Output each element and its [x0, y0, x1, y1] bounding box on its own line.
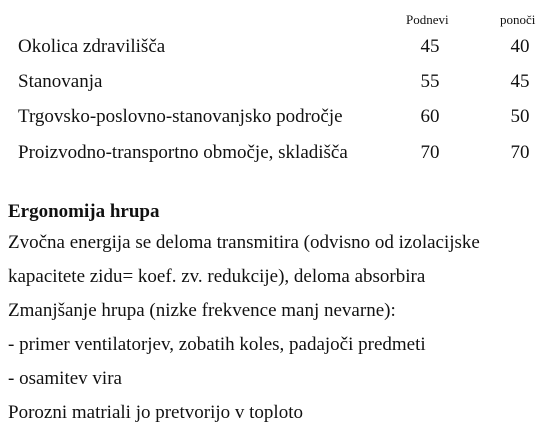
ergonomics-section [8, 198, 556, 430]
section-heading: Ergonomija hrupa [8, 201, 160, 222]
night-value: 70 [510, 142, 530, 163]
paragraph-line: Porozni matriali jo pretvorijo v toploto [8, 402, 303, 423]
night-value: 50 [510, 106, 530, 127]
column-header-day: Podnevi [406, 12, 449, 27]
table-row [0, 36, 560, 60]
night-value: 40 [510, 36, 530, 57]
paragraph-line: Zvočna energija se deloma transmitira (odvisno od izolacijske [8, 232, 480, 253]
paragraph-line: kapacitete zidu= koef. zv. redukcije), deloma absorbira [8, 266, 426, 287]
table-row [0, 71, 560, 95]
table-row [0, 106, 560, 130]
row-label: Trgovsko-poslovno-stanovanjsko področje [18, 106, 343, 127]
night-value: 45 [510, 71, 530, 92]
paragraph-line: Zmanjšanje hrupa (nizke frekvence manj nevarne): [8, 300, 396, 321]
row-label: Stanovanja [18, 71, 103, 92]
column-header-night: ponoči [500, 12, 536, 27]
day-value: 70 [420, 142, 440, 163]
day-value: 60 [420, 106, 440, 127]
row-label: Okolica zdravilišča [18, 36, 166, 57]
day-value: 45 [420, 36, 440, 57]
list-item: - primer ventilatorjev, zobatih koles, padajoči predmeti [8, 334, 426, 355]
row-label: Proizvodno-transportno območje, skladišča [18, 142, 348, 163]
table-row [0, 142, 560, 166]
list-item: - osamitev vira [8, 368, 122, 389]
day-value: 55 [420, 71, 440, 92]
